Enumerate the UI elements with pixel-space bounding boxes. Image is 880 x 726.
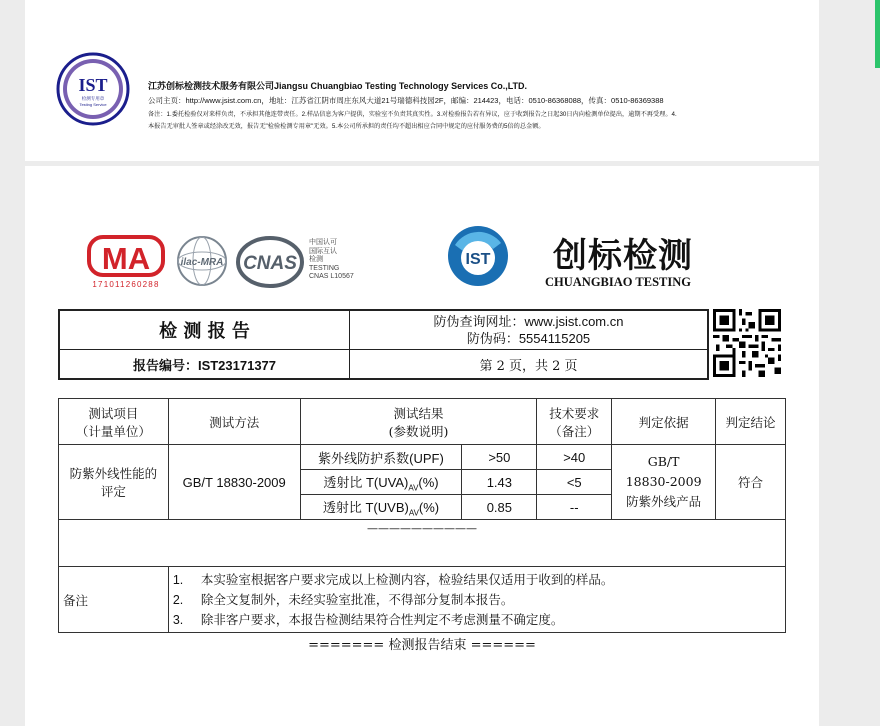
seal-sub2: Testing Service: [79, 102, 107, 107]
param-uva: 透射比 $T(UVA)_{AV}(\%)$: [300, 470, 462, 495]
cma-logo: [86, 234, 166, 290]
scroll-indicator: [875, 0, 880, 68]
ist-seal-logo: [56, 52, 130, 126]
req-upf: >40: [537, 445, 612, 470]
ma-text: MA: [101, 241, 151, 276]
seal-sub1: 检测专用章: [81, 96, 105, 101]
note-3: 除非客户要求，本报告检测结果符合性判定不考虑测量不确定度。: [200, 611, 564, 627]
qr-code: [713, 309, 781, 377]
cnas-caption: [309, 239, 354, 282]
blank-line: ——————————: [59, 520, 786, 567]
notes-label: 备注: [59, 567, 169, 633]
report-header-box: [58, 309, 709, 380]
page-1-header: [25, 0, 819, 161]
anti-fake-code: 防伪码：5554115205: [466, 331, 591, 346]
results-table: [58, 398, 786, 633]
basis-value: GB/T 18830-2009 防紫外线产品: [612, 445, 716, 520]
header-req: 技术要求 （备注）: [537, 399, 612, 445]
cnas-logo: [236, 236, 304, 288]
ma-number: 171011260288: [92, 280, 160, 289]
remark-line-1: 备注：1.委托检验仅对来样负责，不承担其他连带责任。2.样品信息为客户提供，实验室不负责其真实性。3.对检验报告若有异议，应于收到报告之日起30日内向检测单位提出，逾期不再受理。4.: [148, 111, 677, 118]
cnas-line-3: 检测: [309, 256, 323, 263]
cnas-text: CNAS: [243, 253, 297, 274]
cb-badge-text: IST: [465, 251, 491, 268]
header-basis: 判定依据: [612, 399, 716, 445]
header-method: 测试方法: [168, 399, 300, 445]
remark-line-2: 本报告无审批人签章或经涂改无效，报告无"检验检测专用章"无效。5.本公司所承担的责任均不超出相应合同中规定的应付服务费的5倍的总金额。: [148, 123, 545, 130]
param-uvb: 透射比 $T(UVB)_{AV}(\%)$: [300, 495, 462, 520]
cnas-line-5: CNAS L10567: [309, 273, 354, 280]
header-item: 测试项目 （计量单位）: [59, 399, 169, 445]
table-row: [59, 445, 786, 470]
company-name: 江苏创标检测技术服务有限公司Jiangsu Chuangbiao Testing Technology Services Co.,LTD.: [148, 81, 528, 91]
notes-row: [59, 567, 786, 633]
conclusion-value: 符合: [716, 445, 786, 520]
value-upf: >50: [462, 445, 537, 470]
item-name: 防紫外线性能的 评定: [59, 445, 169, 520]
company-info: [148, 80, 788, 133]
cnas-line-4: TESTING: [309, 264, 340, 272]
cb-title: 创标检测: [553, 236, 693, 276]
page-info: 第 2 页，共 2 页: [479, 358, 578, 374]
req-uvb: --: [537, 495, 612, 520]
report-title: 检 测 报 告: [159, 321, 250, 342]
table-header-row: [59, 399, 786, 445]
cb-english: CHUANGBIAO TESTING: [545, 275, 691, 289]
report-number: 报告编号：IST23171377: [132, 357, 277, 373]
method-value: GB/T 18830-2009: [168, 445, 300, 520]
value-uvb: 0.85: [462, 495, 537, 520]
company-contact: 公司主页：http://www.jsist.com.cn，地址：江苏省江阴市周庄东风大道21号瑞德科技园2F，邮编：214423，电话：0510-86368088，传真：0510-86369388: [148, 96, 664, 105]
param-upf: 紫外线防护系数(UPF): [300, 445, 462, 470]
blank-row: [59, 520, 786, 567]
chuangbiao-logo: [445, 223, 511, 289]
note-1: 本实验室根据客户要求完成以上检测内容，检验结果仅适用于收到的样品。: [200, 571, 614, 587]
note-2: 除全文复制外，未经实验室批准，不得部分复制本报告。: [200, 591, 514, 607]
cnas-line-1: 中国认可: [309, 239, 337, 246]
header-conclusion: 判定结论: [716, 399, 786, 445]
notes-list: 1. 本实验室根据客户要求完成以上检测内容，检验结果仅适用于收到的样品。 2. 除全文复制外，未经实验室批准，不得部分复制本报告。 3. 除非客户要求，本报告检测结果符合性判定不考虑测量不确定度。: [168, 567, 785, 633]
page-2-report: [25, 166, 819, 726]
req-uva: <5: [537, 470, 612, 495]
ilac-text: ilac-MRA: [180, 257, 224, 268]
seal-text: IST: [78, 75, 108, 95]
query-url: 防伪查询网址：www.jsist.com.cn: [433, 314, 624, 329]
header-result: 测试结果 (参数说明): [300, 399, 537, 445]
ilac-mra-logo: [176, 235, 228, 287]
value-uva: 1.43: [462, 470, 537, 495]
report-end-marker: ======= 检测报告结束 ======: [308, 638, 536, 653]
cnas-line-2: 国际互认: [309, 247, 337, 255]
